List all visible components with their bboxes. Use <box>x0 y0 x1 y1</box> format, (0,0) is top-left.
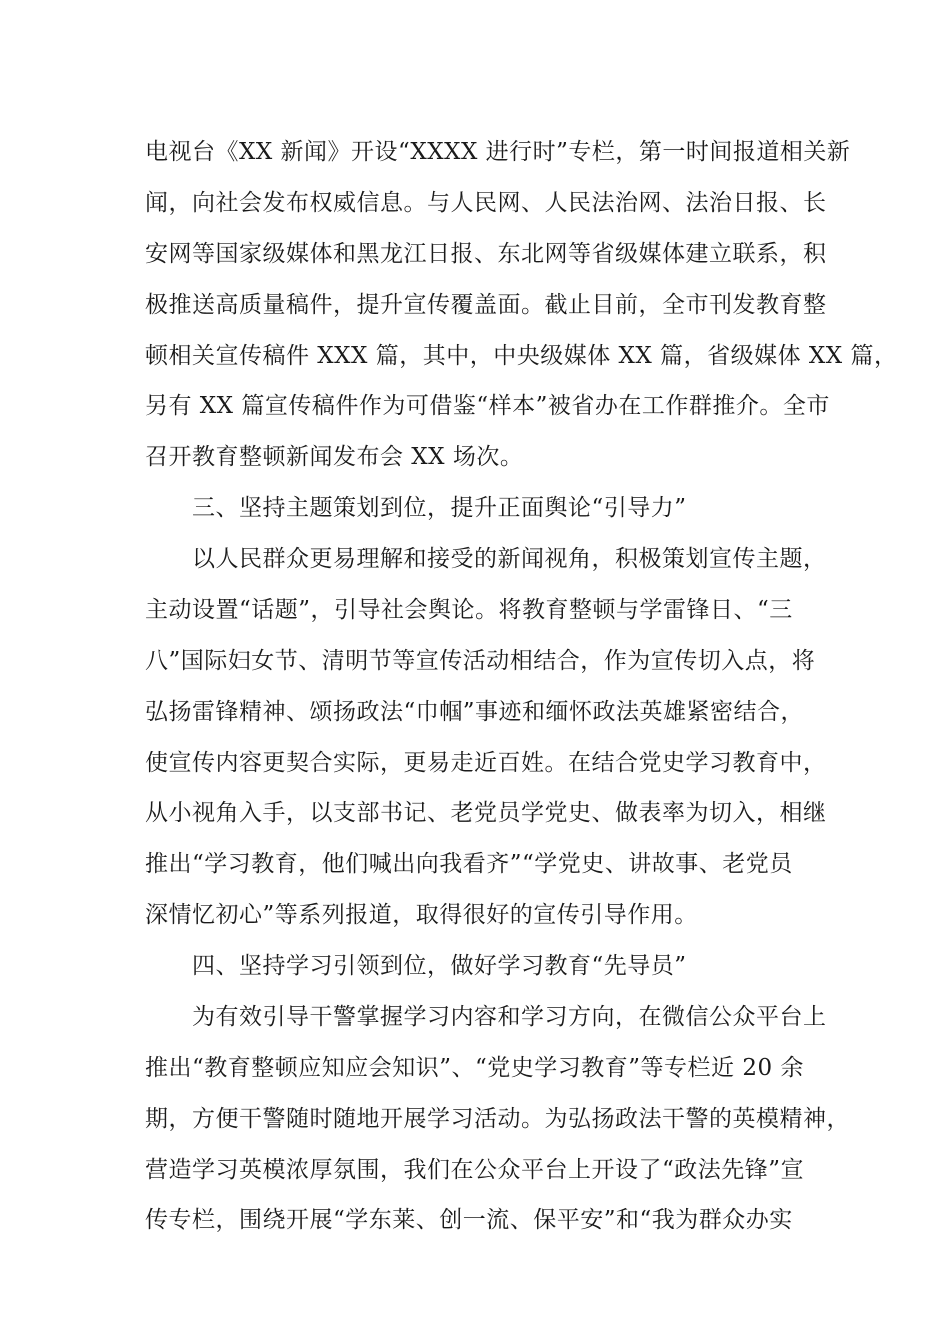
text-line: 安网等国家级媒体和黑龙江日报、东北网等省级媒体建立联系，积 <box>145 241 827 267</box>
text-line: 八”国际妇女节、清明节等宣传活动相结合，作为宣传切入点，将 <box>145 648 816 674</box>
text-line: 顿相关宣传稿件 XXX 篇，其中，中央级媒体 XX 篇，省级媒体 XX 篇， <box>145 343 898 369</box>
text-line: 电视台《XX 新闻》开设“XXXX 进行时”专栏，第一时间报道相关新 <box>145 139 851 165</box>
text-line: 主动设置“话题”，引导社会舆论。将教育整顿与学雷锋日、“三 <box>145 597 793 623</box>
text-line: 为有效引导干警掌握学习内容和学习方向，在微信公众平台上 <box>192 1004 827 1030</box>
section-heading-4: 四、坚持学习引领到位，做好学习教育“先导员” <box>192 953 687 979</box>
text-line: 使宣传内容更契合实际，更易走近百姓。在结合党史学习教育中， <box>145 750 827 776</box>
section-heading-3: 三、坚持主题策划到位，提升正面舆论“引导力” <box>192 495 687 521</box>
text-line: 极推送高质量稿件，提升宣传覆盖面。截止目前，全市刊发教育整 <box>145 292 827 318</box>
text-line: 传专栏，围绕开展“学东莱、创一流、保平安”和“我为群众办实 <box>145 1207 793 1233</box>
text-line: 另有 XX 篇宣传稿件作为可借鉴“样本”被省办在工作群推介。全市 <box>145 393 830 419</box>
text-line: 弘扬雷锋精神、颂扬政法“巾帼”事迹和缅怀政法英雄紧密结合， <box>145 699 805 725</box>
text-line: 推出“学习教育，他们喊出向我看齐”“学党史、讲故事、老党员 <box>145 851 793 877</box>
text-line: 以人民群众更易理解和接受的新闻视角，积极策划宣传主题， <box>192 546 827 572</box>
text-line: 深情忆初心”等系列报道，取得很好的宣传引导作用。 <box>145 902 698 928</box>
text-line: 从小视角入手，以支部书记、老党员学党史、做表率为切入，相继 <box>145 800 827 826</box>
text-line: 期，方便干警随时随地开展学习活动。为弘扬政法干警的英模精神， <box>145 1106 850 1132</box>
text-line: 闻，向社会发布权威信息。与人民网、人民法治网、法治日报、长 <box>145 190 827 216</box>
text-line: 召开教育整顿新闻发布会 XX 场次。 <box>145 444 524 470</box>
text-line: 营造学习英模浓厚氛围，我们在公众平台上开设了“政法先锋”宣 <box>145 1157 805 1183</box>
text-line: 推出“教育整顿应知应会知识”、“党史学习教育”等专栏近 20 余 <box>145 1055 804 1081</box>
